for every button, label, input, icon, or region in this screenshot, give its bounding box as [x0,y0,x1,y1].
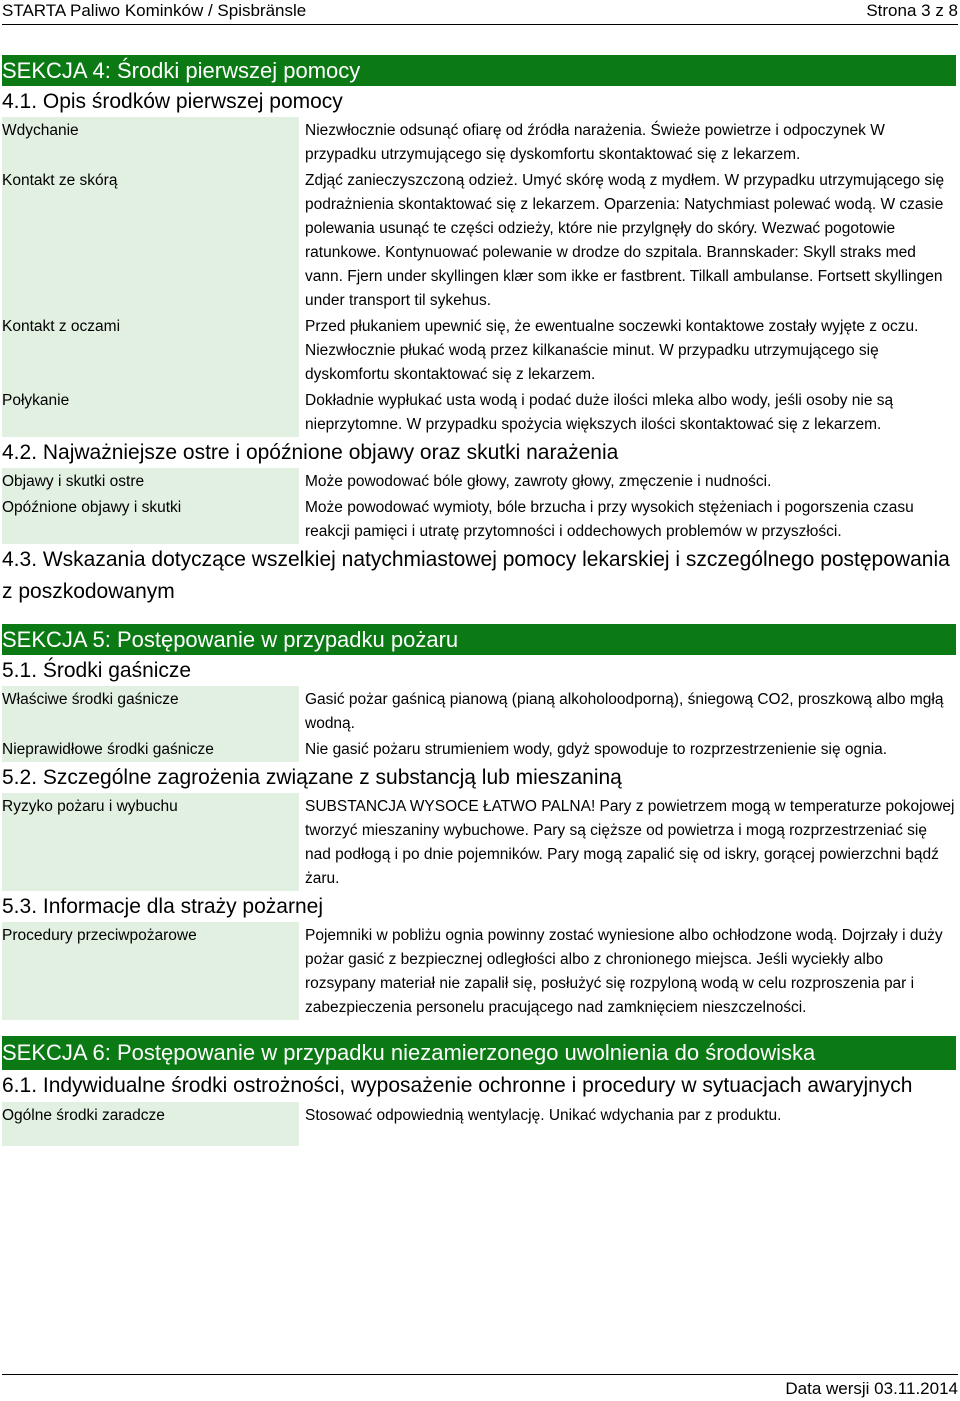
page-number: Strona 3 z 8 [866,1,958,20]
table-row [2,117,956,167]
table-row [2,167,956,313]
row-value: Zdjąć zanieczyszczoną odzież. Umyć skórę wodą z mydłem. W przypadku utrzymującego się podrażnienia skontaktować się z lekarzem. Oparzenia: Natychmiast polewać wodą. W czasie polewania usunąć te części odzieży, które nie przylgnęły do skóry. Wezwać pogotowie ratunkowe. Kontynuować polewanie w drodze do szpitala. Brannskader: Skyll straks med vann. Fjern under skyllingen klær som ikke er fastbrent. Tilkall ambulanse. Fortsett skyllingen under transport til sykehus. [305,172,945,309]
row-label: Nieprawidłowe środki gaśnicze [2,736,299,762]
header-rule [2,24,958,25]
row-value: SUBSTANCJA WYSOCE ŁATWO PALNA! Pary z powietrzem mogą w temperaturze pokojowej tworzyć mieszaniny wybuchowe. Pary są cięższe od powietrza i mogą rozprzestrzeniać się nad podłogą i po dnie pojemników. Pary mogą zapalić się od iskry, gorącej powierzchni bądź żaru. [305,798,955,887]
section-5-title: SEKCJA 5: Postępowanie w przypadku pożaru [2,624,956,655]
row-value: Pojemniki w pobliżu ognia powinny zostać wyniesione albo ochłodzone wodą. Dojrzały i duży pożar gasić z bezpiecznej odległości albo z chronionego miejsca. Jeśli wyciekły albo rozsypany materiał nie zapalił się, posłużyć się rozpyloną wodą w celu rozproszenia par i zabezpieczenia personelu pracującego nad zamknięciem nieszczelności. [305,927,943,1016]
table-row [2,922,956,1020]
table-row [2,736,956,762]
table-row [2,313,956,387]
subsection-5-3-heading: 5.3. Informacje dla straży pożarnej [2,895,323,918]
subsection-5-2-heading: 5.2. Szczególne zagrożenia związane z substancją lub mieszaniną [2,766,622,789]
section-6-title: SEKCJA 6: Postępowanie w przypadku niezamierzonego uwolnienia do środowiska [2,1036,956,1070]
subsection-4-3-heading: 4.3. Wskazania dotyczące wszelkiej natychmiastowej pomocy lekarskiej i szczególnego postępowania z poszkodowanym [2,548,950,603]
row-value: Nie gasić pożaru strumieniem wody, gdyż spowoduje to rozprzestrzenienie się ognia. [305,741,888,758]
row-label: Właściwe środki gaśnicze [2,686,299,736]
section-4-title: SEKCJA 4: Środki pierwszej pomocy [2,55,956,86]
footer-rule [2,1374,958,1375]
document-title: STARTA Paliwo Kominków / Spisbränsle [2,1,307,20]
table-row [2,387,956,437]
section-gap [2,1020,956,1036]
section-gap [2,608,956,624]
table-row [2,468,956,494]
document-body [2,55,956,1146]
row-label: Wdychanie [2,117,299,167]
row-label: Kontakt z oczami [2,313,299,387]
row-value: Dokładnie wypłukać usta wodą i podać duże ilości mleka albo wody, jeśli osoby nie są nieprzytomne. W przypadku spożycia większych ilości skontaktować się z lekarzem. [305,392,894,433]
row-label: Objawy i skutki ostre [2,468,299,494]
table-row [2,494,956,544]
subsection-5-1-heading: 5.1. Środki gaśnicze [2,659,192,682]
table-row [2,793,956,891]
table-row [2,686,956,736]
row-label: Połykanie [2,387,299,437]
table-row [2,1102,956,1146]
row-value: Gasić pożar gaśnicą pianową (pianą alkoholoodporną), śniegową CO2, proszkową albo mgłą wodną. [305,691,944,732]
row-label: Ogólne środki zaradcze [2,1102,299,1146]
subsection-4-1-heading: 4.1. Opis środków pierwszej pomocy [2,90,343,113]
row-value: Niezwłocznie odsunąć ofiarę od źródła narażenia. Świeże powietrze i odpoczynek W przypadku utrzymującego się dyskomfortu skontaktować się z lekarzem. [305,122,885,163]
row-value: Przed płukaniem upewnić się, że ewentualne soczewki kontaktowe zostały wyjęte z oczu. Niezwłocznie płukać wodą przez kilkanaście minut. W przypadku utrzymującego się dyskomfortu skontaktować się z lekarzem. [305,318,919,383]
row-value: Stosować odpowiednią wentylację. Unikać wdychania par z produktu. [305,1107,782,1124]
row-value: Może powodować wymioty, bóle brzucha i przy wysokich stężeniach i pogorszenia czasu reakcji pamięci i utratę przytomności i oddechowych problemów w przyszłości. [305,499,914,540]
subsection-6-1-heading: 6.1. Indywidualne środki ostrożności, wyposażenie ochronne i procedury w sytuacjach awaryjnych [2,1074,913,1097]
subsection-4-2-heading: 4.2. Najważniejsze ostre i opóźnione objawy oraz skutki narażenia [2,441,619,464]
page-header [2,0,958,24]
row-label: Ryzyko pożaru i wybuchu [2,793,299,891]
version-date: Data wersji 03.11.2014 [785,1379,958,1398]
row-label: Kontakt ze skórą [2,167,299,313]
row-label: Opóźnione objawy i skutki [2,494,299,544]
row-value: Może powodować bóle głowy, zawroty głowy, zmęczenie i nudności. [305,473,772,490]
row-label: Procedury przeciwpożarowe [2,922,299,1020]
